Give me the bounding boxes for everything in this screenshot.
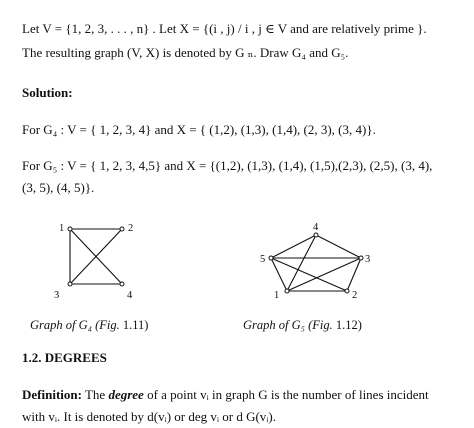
- definition-line-1: [22, 387, 429, 403]
- g5-edge-3-4: [316, 235, 361, 258]
- g5-vertex-label-1: 1: [274, 290, 280, 301]
- g5-edges: [271, 235, 361, 291]
- g5-caption: [243, 318, 362, 333]
- section-heading: 1.2. DEGREES: [22, 350, 107, 365]
- definition-text-pre: The: [81, 387, 109, 402]
- definition-term: degree: [108, 387, 144, 402]
- g4-vertex-label-1: 1: [59, 223, 65, 234]
- g4-caption-number: 1.11): [122, 318, 149, 332]
- g5-edge-1-5: [271, 258, 287, 291]
- g5-edge-4-5: [271, 235, 316, 258]
- definition-line-2: with vᵢ. It is denoted by d(vᵢ) or deg vᵢ or d G(vᵢ).: [22, 409, 277, 424]
- g4-vertex-label-4: 4: [127, 290, 133, 301]
- g4-definition-text: For G₄ : V = { 1, 2, 3, 4} and X = { (1,2), (1,3), (1,4), (2, 3), (3, 4)}.: [22, 122, 376, 137]
- g5-edge-1-3: [287, 258, 361, 291]
- g5-vertex-5: [269, 256, 273, 260]
- g5-edge-1-4: [287, 235, 316, 291]
- g5-vertex-label-3: 3: [365, 254, 371, 265]
- g5-definition-text-1: For G₅ : V = { 1, 2, 3, 4,5} and X = {(1,2), (1,3), (1,4), (1,5),(2,3), (2,5), (3, 4),: [22, 158, 433, 173]
- intro-line-2: The resulting graph (V, X) is denoted by G ₙ. Draw G₄ and G₅.: [22, 45, 349, 60]
- g5-vertex-4: [314, 233, 318, 237]
- g5-vertex-label-4: 4: [313, 222, 319, 233]
- g5-vertex-label-2: 2: [352, 290, 358, 301]
- g4-caption: [30, 318, 148, 333]
- g5-definition-text-2: (3, 5), (4, 5)}.: [22, 180, 95, 195]
- solution-heading: Solution:: [22, 85, 73, 100]
- g5-caption-main: Graph of G₅ (Fig.: [243, 318, 333, 332]
- definition-text-mid: of a point vᵢ in graph G is the number of lines incident: [143, 387, 429, 402]
- g5-caption-number: 1.12): [335, 318, 362, 332]
- g5-vertex-3: [359, 256, 363, 260]
- g5-edge-2-5: [271, 258, 347, 291]
- g5-vertex-1: [285, 289, 289, 293]
- g4-vertex-label-3: 3: [54, 290, 60, 301]
- g5-vertex-2: [345, 289, 349, 293]
- g5-vertex-label-5: 5: [260, 254, 266, 265]
- definition-label: Definition:: [22, 387, 82, 402]
- g4-caption-main: Graph of G₄ (Fig.: [30, 318, 120, 332]
- intro-line-1: Let V = {1, 2, 3, . . . , n} . Let X = {(i , j) / i , j ∈ V and are relatively prime }.: [22, 21, 427, 36]
- g4-vertex-label-2: 2: [128, 223, 134, 234]
